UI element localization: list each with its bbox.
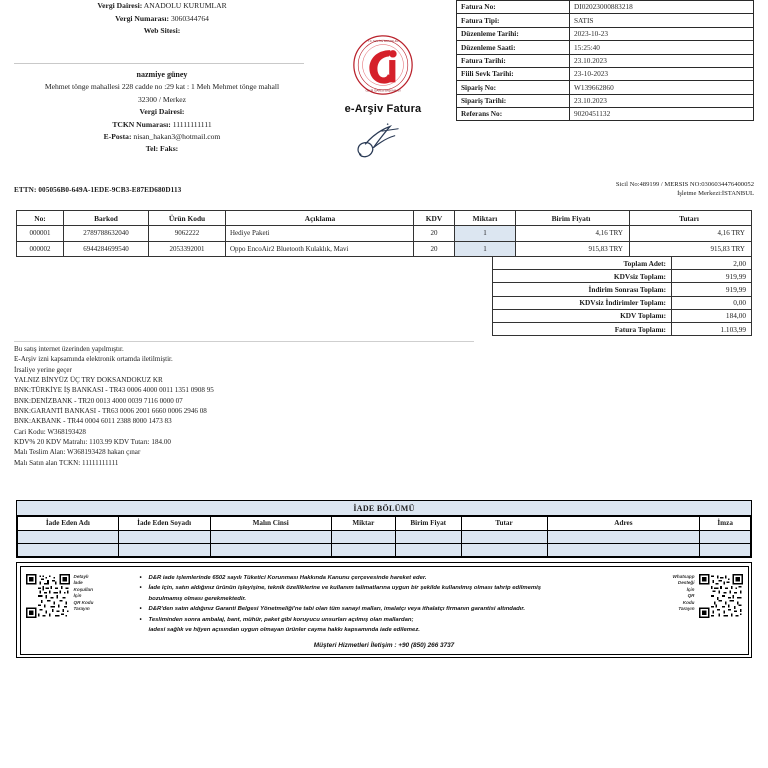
invoice-meta-table bbox=[456, 0, 754, 121]
qr-code-icon[interactable] bbox=[699, 574, 743, 618]
cell-amount: 915,83 TRY bbox=[630, 241, 752, 256]
meta-key: Sipariş No: bbox=[457, 81, 570, 94]
meta-value: 23-10-2023 bbox=[570, 67, 754, 80]
return-cell-surname[interactable] bbox=[118, 530, 210, 543]
seller-website-label: Web Sitesi: bbox=[143, 26, 181, 36]
gib-seal-icon bbox=[352, 34, 414, 96]
terms-bullet-list bbox=[137, 573, 632, 637]
note-line-bank-isbankasi: BNK:TÜRKİYE İŞ BANKASI - TR43 0006 4000 0011 1351 0908 95 bbox=[14, 386, 214, 395]
buyer-info bbox=[12, 69, 312, 156]
terms-bullet-text: İade için, satın aldığınız ürünün işleyişine, teknik özelliklerine ve kullanım talimatlarına uygun bir şekilde kullanılmış olması tahrip edilmemiş bbox=[148, 585, 542, 592]
totals-row-indirim-sonrasi bbox=[493, 283, 752, 296]
ettn-text: ETTN: 005056B0-649A-1EDE-9CB3-E87ED680D113 bbox=[14, 186, 182, 194]
return-column-header-goodtype: Malın Cinsi bbox=[210, 516, 331, 530]
meta-row-referans-no bbox=[457, 108, 754, 121]
meta-key: Referans No: bbox=[457, 108, 570, 121]
meta-key: Düzenleme Saati: bbox=[457, 41, 570, 54]
return-terms-inner bbox=[20, 566, 749, 655]
qr-label-line: Tarayın bbox=[678, 606, 695, 612]
return-column-header-signature: İmza bbox=[700, 516, 751, 530]
return-conditions-qr-block[interactable] bbox=[21, 567, 133, 618]
customer-service-line: Müşteri Hizmetleri İletişim : +90 (850) 266 3737 bbox=[313, 641, 455, 649]
meta-row-duzenleme-tarihi bbox=[457, 27, 754, 40]
note-line-bank-denizbank: BNK:DENİZBANK - TR20 0013 4000 0039 7116 0000 07 bbox=[14, 396, 183, 405]
buyer-tax-office bbox=[12, 106, 312, 118]
totals-row-toplam-adet bbox=[493, 257, 752, 270]
qr-label-line: İçin bbox=[686, 586, 695, 592]
totals-value: 919,99 bbox=[672, 270, 752, 283]
document-type-title: e-Arşiv Fatura bbox=[344, 103, 422, 115]
buyer-tckn-value: 11111111111 bbox=[172, 119, 212, 129]
meta-value: DI02023000883218 bbox=[570, 1, 754, 14]
buyer-address-line2: 32300 / Merkez bbox=[137, 94, 187, 104]
buyer-tckn-label: TCKN Numarası: bbox=[112, 119, 171, 129]
column-header-description: Açıklama bbox=[226, 211, 414, 226]
return-empty-row[interactable] bbox=[18, 543, 751, 556]
whatsapp-support-qr-block[interactable] bbox=[636, 567, 748, 618]
terms-bullet-item bbox=[149, 615, 632, 636]
totals-key: KDVsiz Toplam: bbox=[493, 270, 672, 283]
meta-value: 9020451132 bbox=[570, 108, 754, 121]
cell-kdv: 20 bbox=[414, 241, 455, 256]
terms-bullet-text: Tesliminden sonra ambalaj, bant, mühür, paket gibi koruyucu unsurları açılmış olan mallardan; bbox=[148, 616, 414, 623]
return-cell-goodtype[interactable] bbox=[210, 543, 331, 556]
totals-row-kdv-toplami bbox=[493, 309, 752, 322]
seller-tax-number-label: Vergi Numarası: bbox=[115, 13, 170, 23]
qr-label-line: QR bbox=[687, 593, 695, 599]
line-items-table bbox=[16, 210, 752, 257]
invoice-notes bbox=[14, 344, 444, 468]
return-cell-quantity[interactable] bbox=[331, 543, 395, 556]
return-section-title: İADE BÖLÜMÜ bbox=[17, 501, 751, 516]
cell-productcode: 2053392001 bbox=[149, 241, 226, 256]
terms-bullet-item bbox=[149, 573, 632, 584]
seller-info bbox=[12, 0, 312, 38]
return-column-header-quantity: Miktar bbox=[331, 516, 395, 530]
svg-text:GELİR İDARESİ BAŞKANLIĞI: GELİR İDARESİ BAŞKANLIĞI bbox=[365, 89, 401, 93]
cell-quantity: 1 bbox=[455, 241, 516, 256]
cell-unitprice: 915,83 TRY bbox=[516, 241, 630, 256]
seller-tax-number bbox=[12, 13, 312, 26]
return-column-header-name: İade Eden Adı bbox=[18, 516, 119, 530]
column-header-kdv: KDV bbox=[414, 211, 455, 226]
return-empty-row[interactable] bbox=[18, 530, 751, 543]
qr-label-line: İade bbox=[73, 580, 83, 586]
buyer-email bbox=[12, 131, 312, 143]
cell-no: 000002 bbox=[17, 241, 64, 256]
header-divider bbox=[14, 63, 304, 64]
totals-value: 184,00 bbox=[672, 309, 752, 322]
terms-bullet-item bbox=[149, 604, 632, 615]
totals-value: 1.103,99 bbox=[672, 322, 752, 335]
note-line-buyer-tckn: Malı Satın alan TCKN: 11111111111 bbox=[14, 458, 119, 467]
meta-row-siparis-tarihi bbox=[457, 94, 754, 107]
return-column-header-address: Adres bbox=[547, 516, 700, 530]
note-line-kdv-detail: KDV% 20 KDV Matrahı: 1103.99 KDV Tutarı: 184.00 bbox=[14, 438, 171, 447]
qr-label-line: Tarayın bbox=[73, 606, 90, 612]
buyer-email-value: nisan_hakan3@hotmail.com bbox=[133, 132, 221, 142]
cell-description: Hediye Paketi bbox=[226, 226, 414, 241]
buyer-email-label: E-Posta: bbox=[103, 132, 132, 142]
terms-bullet-continuation: bozulmamış olması gerekmektedir. bbox=[148, 595, 247, 602]
column-header-unitprice: Birim Fiyatı bbox=[516, 211, 630, 226]
invoice-header bbox=[0, 0, 768, 176]
totals-table bbox=[492, 256, 752, 336]
seller-tax-number-value: 3060344764 bbox=[170, 13, 209, 23]
meta-row-siparis-no bbox=[457, 81, 754, 94]
note-line: E-Arşiv izni kapsamında elektronik ortamda iletilmiştir. bbox=[14, 355, 173, 364]
return-cell-unitprice[interactable] bbox=[395, 530, 461, 543]
buyer-phone-fax-label: Tel: Faks: bbox=[145, 144, 179, 154]
line-items-header-row bbox=[17, 211, 752, 226]
meta-key: Düzenleme Tarihi: bbox=[457, 27, 570, 40]
seller-tax-office-value: ANADOLU KURUMLAR bbox=[143, 1, 227, 10]
return-cell-amount[interactable] bbox=[461, 543, 547, 556]
seller-website bbox=[12, 25, 312, 38]
seller-tax-office-label: Vergi Dairesi: bbox=[97, 1, 143, 10]
meta-value: 23.10.2023 bbox=[570, 54, 754, 67]
column-header-quantity: Miktarı bbox=[455, 211, 516, 226]
meta-value: W139662860 bbox=[570, 81, 754, 94]
table-row bbox=[17, 226, 752, 241]
meta-value: 2023-10-23 bbox=[570, 27, 754, 40]
qr-label-line: QR Kodu bbox=[73, 599, 94, 605]
meta-value: SATIS bbox=[570, 14, 754, 27]
totals-row-kdvsiz-toplam bbox=[493, 270, 752, 283]
note-line-bank-garanti: BNK:GARANTİ BANKASI - TR63 0006 2001 6660 0006 2946 08 bbox=[14, 407, 207, 416]
column-header-no: No: bbox=[17, 211, 64, 226]
qr-code-icon[interactable] bbox=[26, 574, 70, 618]
cell-productcode: 9062222 bbox=[149, 226, 226, 241]
document-type-block bbox=[318, 34, 448, 163]
registry-line-2: İşletme Merkezi:İSTANBUL bbox=[677, 190, 754, 198]
note-line-bank-akbank: BNK:AKBANK - TR44 0004 6011 2388 8000 1473 83 bbox=[14, 417, 172, 426]
seller-tax-office bbox=[12, 0, 312, 13]
qr-label-line: Kodu bbox=[682, 599, 695, 605]
terms-bullet-text: D&R iade işlemlerinde 6502 sayılı Tüketici Korunması Hakkında Kanunu çerçevesinde hareket eder. bbox=[148, 574, 427, 581]
return-cell-unitprice[interactable] bbox=[395, 543, 461, 556]
meta-row-fatura-tarihi bbox=[457, 54, 754, 67]
column-header-productcode: Ürün Kodu bbox=[149, 211, 226, 226]
return-cell-signature[interactable] bbox=[700, 543, 751, 556]
meta-row-fatura-no bbox=[457, 1, 754, 14]
meta-key: Fatura No: bbox=[457, 1, 570, 14]
notes-divider bbox=[14, 341, 474, 342]
whatsapp-support-qr-label bbox=[673, 574, 695, 614]
return-cell-name[interactable] bbox=[18, 543, 119, 556]
meta-value: 15:25:40 bbox=[570, 41, 754, 54]
meta-key: Fiili Sevk Tarihi: bbox=[457, 67, 570, 80]
meta-row-fatura-tipi bbox=[457, 14, 754, 27]
return-cell-quantity[interactable] bbox=[331, 530, 395, 543]
meta-row-duzenleme-saati bbox=[457, 41, 754, 54]
buyer-name: nazmiye güney bbox=[136, 70, 188, 79]
return-cell-amount[interactable] bbox=[461, 530, 547, 543]
return-cell-signature[interactable] bbox=[700, 530, 751, 543]
totals-row-fatura-toplami bbox=[493, 322, 752, 335]
totals-value: 2,00 bbox=[672, 257, 752, 270]
return-conditions-qr-label bbox=[74, 574, 94, 614]
return-column-header-amount: Tutar bbox=[461, 516, 547, 530]
registry-info bbox=[616, 180, 754, 199]
terms-bullet-item bbox=[149, 583, 632, 604]
return-column-header-surname: İade Eden Soyadı bbox=[118, 516, 210, 530]
return-cell-address[interactable] bbox=[547, 530, 700, 543]
totals-value: 919,99 bbox=[672, 283, 752, 296]
return-column-header-unitprice: Birim Fiyat bbox=[395, 516, 461, 530]
cell-no: 000001 bbox=[17, 226, 64, 241]
buyer-address-line1: Mehmet tönge mahallesi 228 cadde no :29 kat : 1 Meh Mehmet tönge mahall bbox=[44, 82, 280, 92]
table-row bbox=[17, 241, 752, 256]
note-line-cari-kodu: Cari Kodu: W368193428 bbox=[14, 427, 86, 436]
meta-key: Fatura Tarihi: bbox=[457, 54, 570, 67]
cell-quantity: 1 bbox=[455, 226, 516, 241]
cell-amount: 4,16 TRY bbox=[630, 226, 752, 241]
meta-key: Sipariş Tarihi: bbox=[457, 94, 570, 107]
qr-label-line: Koşulları bbox=[73, 586, 94, 592]
qr-label-line: Whatsapp bbox=[672, 573, 695, 579]
terms-bullet-text: D&R'den satın aldığınız Garanti Belgesi Yönetmeliği'ne tabi olan tüm sanayi malları, imalatçı veya ithalatçı firmanın garantisi altındadır. bbox=[148, 606, 526, 613]
return-cell-address[interactable] bbox=[547, 543, 700, 556]
return-cell-goodtype[interactable] bbox=[210, 530, 331, 543]
note-line: YALNIZ BİNYÜZ ÜÇ TRY DOKSANDOKUZ KR bbox=[14, 376, 163, 385]
return-table bbox=[17, 516, 751, 557]
return-header-row bbox=[18, 516, 751, 530]
buyer-tax-office-label: Vergi Dairesi: bbox=[139, 107, 185, 117]
terms-bullet-continuation: iadesi sağlık ve hijyen açısından uygun olmayan ürünler cayma hakkı kapsamında iade edilemez. bbox=[148, 627, 420, 634]
qr-label-line: Desteği bbox=[677, 580, 695, 586]
return-cell-name[interactable] bbox=[18, 530, 119, 543]
signature-graphic bbox=[348, 119, 418, 163]
return-cell-surname[interactable] bbox=[118, 543, 210, 556]
totals-key: İndirim Sonrası Toplam: bbox=[493, 283, 672, 296]
cell-description: Oppo EncoAir2 Bluetooth Kulaklık, Mavi bbox=[226, 241, 414, 256]
totals-key: KDVsiz İndirimler Toplam: bbox=[493, 296, 672, 309]
cell-kdv: 20 bbox=[414, 226, 455, 241]
note-line-receiver: Malı Teslim Alan: W368193428 hakan çınar bbox=[14, 448, 141, 457]
cell-barcode: 2789788632040 bbox=[64, 226, 149, 241]
qr-label-line: İçin bbox=[73, 593, 82, 599]
meta-key: Fatura Tipi: bbox=[457, 14, 570, 27]
totals-key: Toplam Adet: bbox=[493, 257, 672, 270]
totals-value: 0,00 bbox=[672, 296, 752, 309]
return-terms-box bbox=[16, 562, 752, 658]
column-header-amount: Tutarı bbox=[630, 211, 752, 226]
return-section bbox=[16, 500, 752, 558]
totals-row-kdvsiz-indirimler bbox=[493, 296, 752, 309]
totals-key: Fatura Toplamı: bbox=[493, 322, 672, 335]
column-header-barcode: Barkod bbox=[64, 211, 149, 226]
meta-row-fiili-sevk-tarihi bbox=[457, 67, 754, 80]
note-line: İrsaliye yerine geçer bbox=[14, 365, 72, 374]
meta-value: 23.10.2023 bbox=[570, 94, 754, 107]
terms-text-block bbox=[133, 567, 636, 637]
totals-key: KDV Toplamı: bbox=[493, 309, 672, 322]
buyer-tckn bbox=[12, 119, 312, 131]
registry-line-1: Sicil No:489199 / MERSIS NO:0306034476400052 bbox=[615, 181, 754, 188]
cell-barcode: 6944284699540 bbox=[64, 241, 149, 256]
svg-text:T.C. MALİYE BAKANLIĞI: T.C. MALİYE BAKANLIĞI bbox=[367, 40, 399, 44]
cell-unitprice: 4,16 TRY bbox=[516, 226, 630, 241]
note-line: Bu satış internet üzerinden yapılmıştır. bbox=[14, 345, 124, 353]
qr-label-line: Detaylı bbox=[73, 573, 89, 579]
